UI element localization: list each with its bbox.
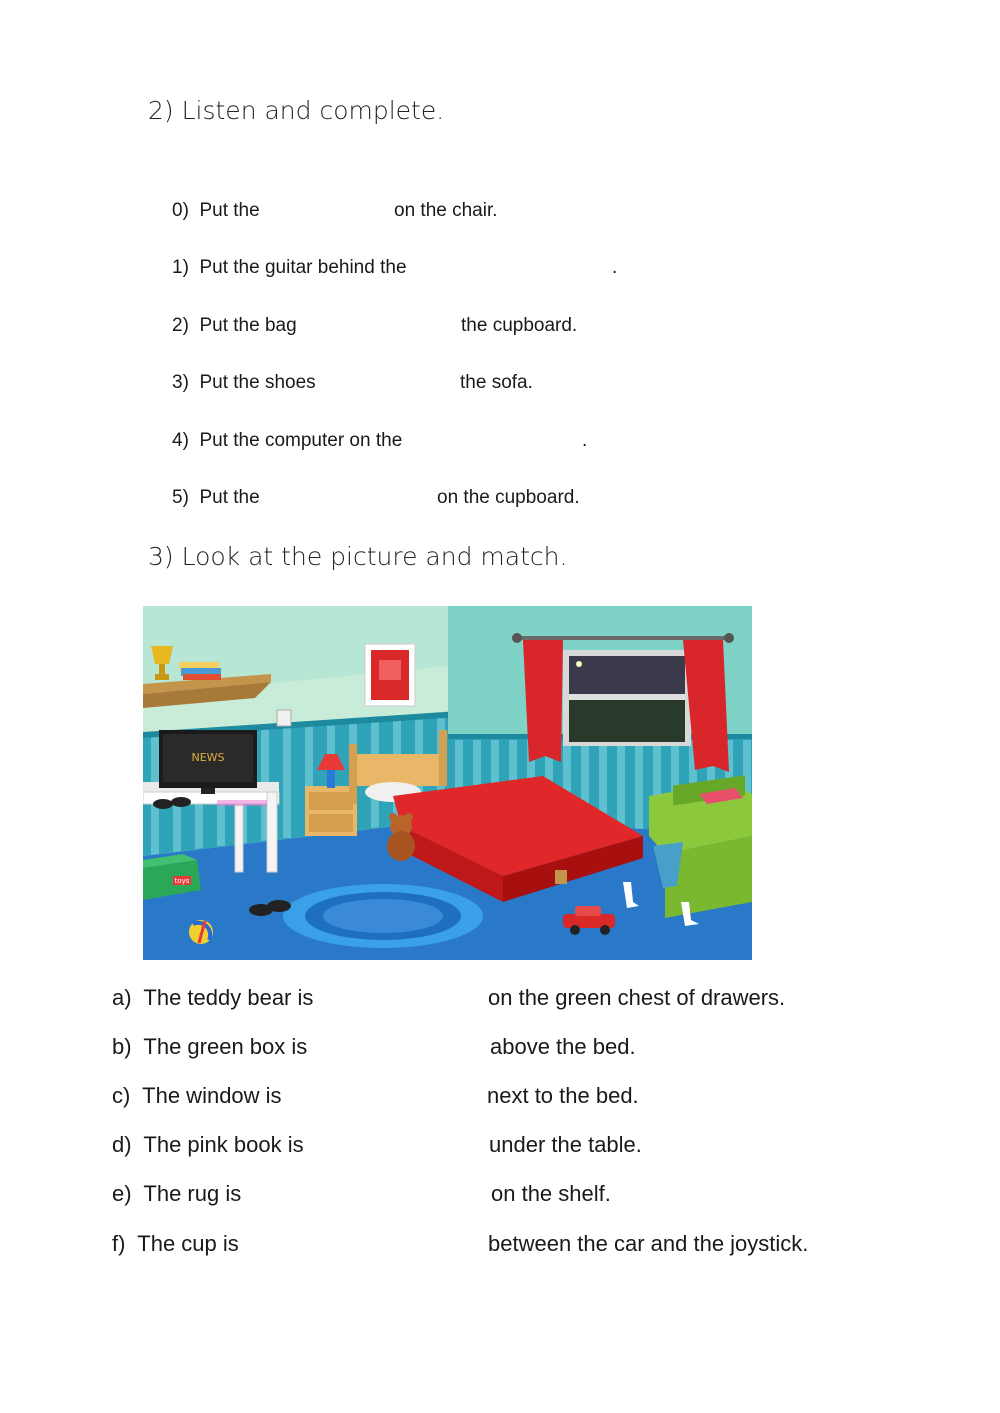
item-number: 3)	[172, 372, 189, 393]
listen-item-0-end: on the chair.	[394, 200, 498, 221]
match-right-2: above the bed.	[490, 1034, 636, 1059]
item-text-start: Put the	[199, 487, 260, 508]
listen-item-3-end: the sofa.	[460, 372, 533, 393]
item-number: 4)	[172, 430, 189, 451]
listen-item-5	[172, 487, 260, 509]
match-subject: The cup is	[137, 1231, 239, 1256]
match-subject: The green box is	[143, 1034, 308, 1059]
listen-item-1-end: .	[612, 257, 618, 278]
section-2-heading: 2) Listen and complete.	[148, 96, 445, 125]
tv-text: NEWS	[191, 751, 225, 764]
match-right-6: between the car and the joystick.	[488, 1231, 809, 1256]
match-right-3: next to the bed.	[487, 1083, 639, 1108]
match-subject: The rug is	[143, 1181, 242, 1206]
match-subject: The pink book is	[143, 1132, 304, 1157]
bedroom-picture	[143, 606, 752, 960]
item-text-start: Put the bag	[199, 315, 297, 336]
match-letter: b)	[112, 1034, 132, 1059]
item-text-start: Put the shoes	[199, 372, 316, 393]
section-3-heading: 3) Look at the picture and match.	[148, 542, 568, 571]
match-left-a	[112, 985, 313, 1011]
match-letter: f)	[112, 1231, 126, 1256]
listen-item-5-end: on the cupboard.	[437, 487, 580, 508]
listen-item-3	[172, 372, 316, 394]
match-subject: The teddy bear is	[143, 985, 314, 1010]
box-text: toys	[174, 877, 190, 885]
match-left-c	[112, 1083, 282, 1109]
listen-item-1	[172, 257, 407, 279]
match-left-f	[112, 1231, 239, 1257]
listen-item-2-end: the cupboard.	[461, 315, 578, 336]
item-text-start: Put the	[199, 200, 260, 221]
listen-item-0	[172, 200, 260, 222]
listen-item-2	[172, 315, 297, 337]
match-letter: c)	[112, 1083, 131, 1108]
match-letter: a)	[112, 985, 132, 1010]
match-letter: d)	[112, 1132, 132, 1157]
item-text-start: Put the guitar behind the	[199, 257, 407, 278]
match-left-d	[112, 1132, 304, 1158]
match-left-e	[112, 1181, 241, 1207]
match-left-b	[112, 1034, 307, 1060]
match-right-1: on the green chest of drawers.	[488, 985, 786, 1010]
item-number: 2)	[172, 315, 189, 336]
item-number: 1)	[172, 257, 189, 278]
listen-item-4	[172, 430, 402, 452]
item-text-start: Put the computer on the	[199, 430, 403, 451]
listen-item-4-end: .	[582, 430, 588, 451]
match-letter: e)	[112, 1181, 132, 1206]
item-number: 5)	[172, 487, 189, 508]
match-subject: The window is	[142, 1083, 282, 1108]
match-right-5: on the shelf.	[491, 1181, 611, 1206]
match-right-4: under the table.	[489, 1132, 642, 1157]
item-number: 0)	[172, 200, 189, 221]
